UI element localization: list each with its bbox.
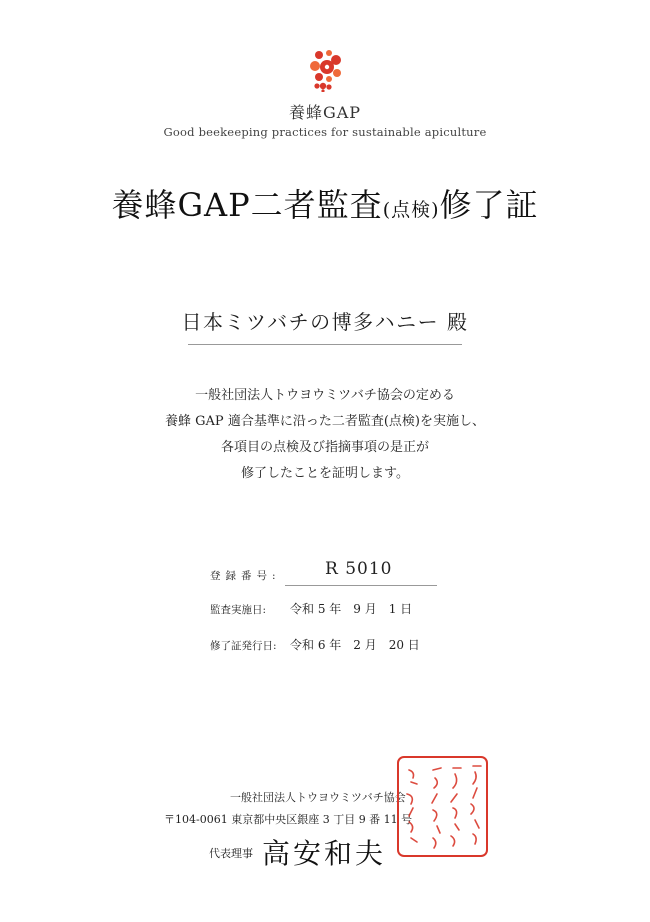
recipient-name: 日本ミツバチの博多ハニー 殿	[181, 310, 469, 334]
representative-title: 代表理事	[209, 847, 253, 860]
certificate-title	[0, 180, 650, 226]
body-line: 養蜂 GAP 適合基準に沿った二者監査(点検)を実施し、	[165, 414, 485, 429]
body-line: 各項目の点検及び指摘事項の是正が	[220, 440, 429, 455]
title-end: 修了証	[439, 186, 539, 224]
bee-flower-logo-icon	[303, 46, 347, 92]
registration-label: 登録番号:	[210, 570, 281, 582]
body-line: 一般社団法人トウヨウミツバチ協会の定める	[195, 388, 455, 403]
body-line: 修了したことを証明します。	[241, 466, 409, 481]
official-seal-icon	[395, 754, 490, 859]
issuer-address: 〒104-0061 東京都中央区銀座 3 丁目 9 番 11 号	[164, 813, 413, 826]
title-paren: (点検)	[382, 199, 440, 221]
issue-date-value: 令和 6 年 2 月 20 日	[290, 638, 420, 652]
issuer-organization: 一般社団法人トウヨウミツバチ協会	[230, 791, 406, 804]
representative-name: 高安和夫	[262, 837, 387, 870]
registration-number: R 5010	[325, 559, 393, 579]
registration-underline	[285, 585, 437, 586]
issue-date-label: 修了証発行日:	[210, 640, 277, 652]
title-main: 養蜂GAP二者監査	[111, 186, 383, 224]
brand-tagline: Good beekeeping practices for sustainable apiculture	[163, 125, 487, 139]
brand-name: 養蜂GAP	[288, 103, 362, 122]
audit-date-value: 令和 5 年 9 月 1 日	[290, 602, 413, 616]
recipient-underline	[188, 344, 462, 345]
certificate-body	[0, 383, 650, 487]
audit-date-label: 監査実施日:	[210, 604, 267, 616]
